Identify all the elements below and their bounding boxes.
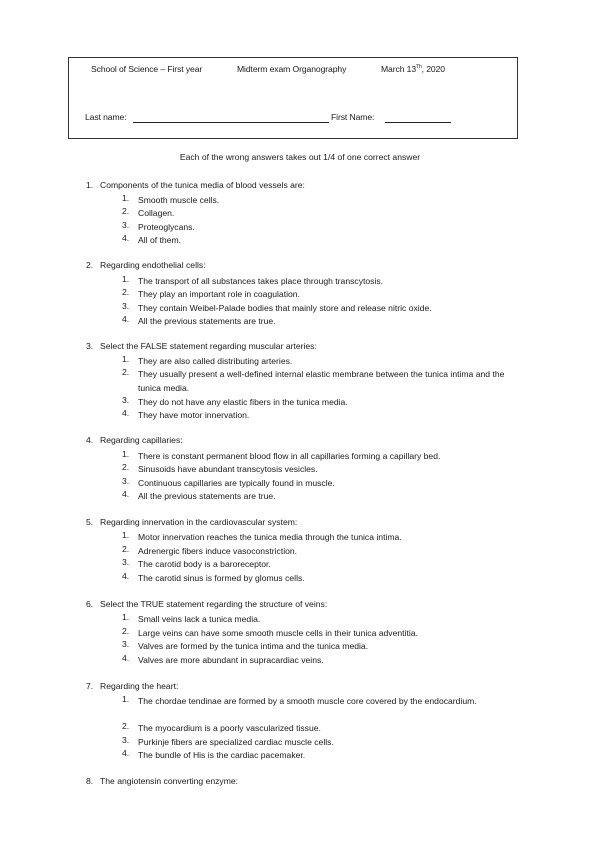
option-number: 4. xyxy=(122,653,130,663)
option-number: 4. xyxy=(122,748,130,758)
option-text: All the previous statements are true. xyxy=(138,491,276,501)
option-number: 1. xyxy=(122,612,130,622)
last-name-field[interactable] xyxy=(133,122,329,123)
exam-date-sup: Th xyxy=(416,64,422,71)
option-text: Continuous capillaries are typically found in muscle. xyxy=(138,478,335,488)
question-number: 5. xyxy=(86,517,94,527)
first-name-field[interactable] xyxy=(385,122,451,123)
option-number: 2. xyxy=(122,462,130,472)
option-number: 2. xyxy=(122,206,130,216)
school-label: School of Science – First year xyxy=(91,64,203,74)
option-number: 3. xyxy=(122,476,130,486)
option-text: Motor innervation reaches the tunica media through the tunica intima. xyxy=(138,532,402,542)
option-number: 4. xyxy=(122,489,130,499)
option-text: Valves are formed by the tunica intima and the tunica media. xyxy=(138,641,369,651)
option-number: 3. xyxy=(122,395,130,405)
question-number: 7. xyxy=(86,681,94,691)
option-number: 4. xyxy=(122,408,130,418)
question-number: 8. xyxy=(86,776,94,786)
option-number: 2. xyxy=(122,367,130,377)
option-text: They contain Weibel-Palade bodies that mainly store and release nitric oxide. xyxy=(138,303,432,313)
option-number: 1. xyxy=(122,193,130,203)
scoring-instruction: Each of the wrong answers takes out 1/4 of one correct answer xyxy=(179,152,421,162)
option-number: 3. xyxy=(122,301,130,311)
option-text: The chordae tendinae are formed by a smooth muscle core covered by the endocardium. xyxy=(138,696,477,706)
option-number: 2. xyxy=(122,721,130,731)
question-number: 3. xyxy=(86,341,94,351)
option-text: Proteoglycans. xyxy=(138,222,195,232)
option-text: The transport of all substances takes place through transcytosis. xyxy=(138,276,384,286)
question-stem: Regarding endothelial cells: xyxy=(100,260,206,270)
option-text: They do not have any elastic fibers in the tunica media. xyxy=(138,397,348,407)
option-number: 1. xyxy=(122,354,130,364)
option-text: Collagen. xyxy=(138,208,175,218)
question-stem: The angiotensin converting enzyme: xyxy=(100,776,239,786)
option-text: Large veins can have some smooth muscle cells in their tunica adventitia. xyxy=(138,628,418,638)
option-number: 4. xyxy=(122,233,130,243)
question-stem: Regarding capillaries: xyxy=(100,435,183,445)
option-number: 1. xyxy=(122,530,130,540)
option-text: Purkinje fibers are specialized cardiac muscle cells. xyxy=(138,737,334,747)
option-number: 1. xyxy=(122,449,130,459)
question-stem: Components of the tunica media of blood vessels are: xyxy=(100,180,305,190)
option-text: All of them. xyxy=(138,235,181,245)
last-name-label: Last name: xyxy=(85,112,127,122)
option-text: The bundle of His is the cardiac pacemaker. xyxy=(138,750,306,760)
option-text: The carotid sinus is formed by glomus cells. xyxy=(138,573,305,583)
option-text: They are also called distributing arteries. xyxy=(138,356,293,366)
option-text: Sinusoids have abundant transcytosis vesicles. xyxy=(138,464,318,474)
question-stem: Regarding innervation in the cardiovascular system: xyxy=(100,517,298,527)
option-text: Smooth muscle cells. xyxy=(138,195,220,205)
option-text: Small veins lack a tunica media. xyxy=(138,614,261,624)
option-text: They usually present a well-defined internal elastic membrane between the tunica intima and the tunica media. xyxy=(138,369,505,393)
option-text: They have motor innervation. xyxy=(138,410,250,420)
question-number: 1. xyxy=(86,180,94,190)
option-number: 2. xyxy=(122,544,130,554)
option-number: 3. xyxy=(122,639,130,649)
question-stem: Regarding the heart: xyxy=(100,681,179,691)
option-number: 4. xyxy=(122,314,130,324)
option-text: They play an important role in coagulation. xyxy=(138,289,300,299)
option-text: There is constant permanent blood flow in all capillaries forming a capillary bed. xyxy=(138,451,441,461)
option-text: Adrenergic fibers induce vasoconstriction. xyxy=(138,546,298,556)
exam-title: Midterm exam Organography xyxy=(237,64,347,74)
exam-header-box xyxy=(68,57,518,139)
option-text: Valves are more abundant in supracardiac veins. xyxy=(138,655,324,665)
option-number: 3. xyxy=(122,557,130,567)
option-number: 2. xyxy=(122,287,130,297)
exam-date xyxy=(381,64,445,74)
option-number: 1. xyxy=(122,274,130,284)
option-number: 3. xyxy=(122,735,130,745)
option-text: The carotid body is a baroreceptor. xyxy=(138,559,271,569)
exam-date-year: , 2020 xyxy=(421,64,445,74)
question-number: 6. xyxy=(86,599,94,609)
question-number: 4. xyxy=(86,435,94,445)
option-number: 1. xyxy=(122,694,130,704)
question-stem: Select the TRUE statement regarding the structure of veins: xyxy=(100,599,328,609)
option-text: The myocardium is a poorly vascularized tissue. xyxy=(138,723,321,733)
option-number: 3. xyxy=(122,220,130,230)
option-number: 2. xyxy=(122,626,130,636)
question-stem: Select the FALSE statement regarding muscular arteries: xyxy=(100,341,317,351)
question-number: 2. xyxy=(86,260,94,270)
exam-date-main: March 13 xyxy=(381,64,417,74)
option-text: All the previous statements are true. xyxy=(138,316,276,326)
first-name-label: First Name: xyxy=(331,112,375,122)
option-number: 4. xyxy=(122,571,130,581)
